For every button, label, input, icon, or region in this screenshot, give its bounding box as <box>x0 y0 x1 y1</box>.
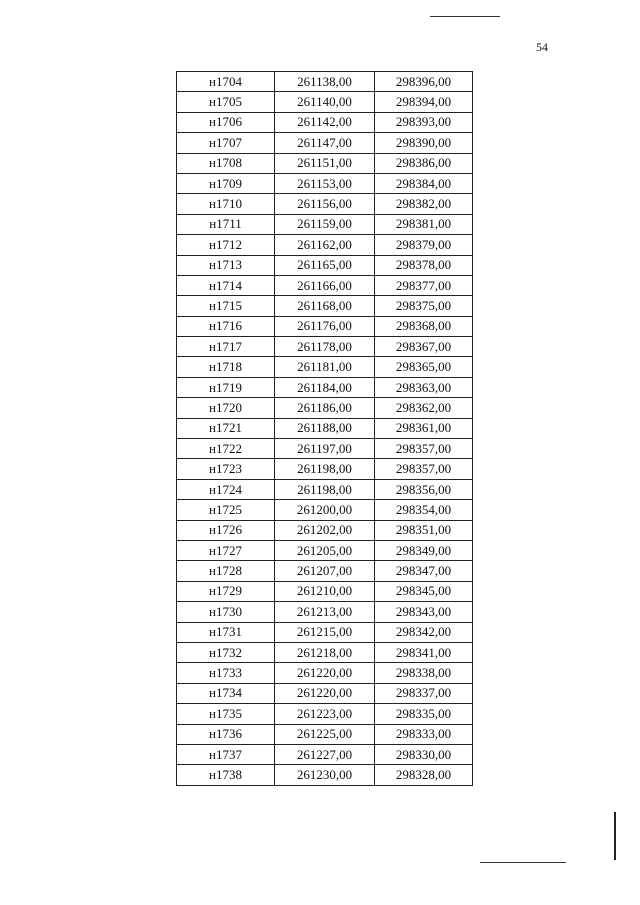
table-row <box>177 704 473 724</box>
y-coordinate-cell: 298347,00 <box>375 561 473 581</box>
table-row <box>177 194 473 214</box>
point-id-cell: н1717 <box>177 337 275 357</box>
x-coordinate-cell: 261188,00 <box>275 418 375 438</box>
y-coordinate-cell: 298384,00 <box>375 173 473 193</box>
y-coordinate-cell: 298354,00 <box>375 500 473 520</box>
x-coordinate-cell: 261218,00 <box>275 642 375 662</box>
x-coordinate-cell: 261202,00 <box>275 520 375 540</box>
point-id-cell: н1709 <box>177 173 275 193</box>
point-id-cell: н1706 <box>177 112 275 132</box>
y-coordinate-cell: 298365,00 <box>375 357 473 377</box>
x-coordinate-cell: 261159,00 <box>275 214 375 234</box>
x-coordinate-cell: 261225,00 <box>275 724 375 744</box>
point-id-cell: н1727 <box>177 540 275 560</box>
point-id-cell: н1738 <box>177 765 275 785</box>
y-coordinate-cell: 298345,00 <box>375 581 473 601</box>
point-id-cell: н1736 <box>177 724 275 744</box>
y-coordinate-cell: 298338,00 <box>375 663 473 683</box>
y-coordinate-cell: 298341,00 <box>375 642 473 662</box>
point-id-cell: н1707 <box>177 133 275 153</box>
y-coordinate-cell: 298379,00 <box>375 235 473 255</box>
point-id-cell: н1711 <box>177 214 275 234</box>
table-row <box>177 663 473 683</box>
y-coordinate-cell: 298393,00 <box>375 112 473 132</box>
point-id-cell: н1728 <box>177 561 275 581</box>
x-coordinate-cell: 261197,00 <box>275 439 375 459</box>
y-coordinate-cell: 298351,00 <box>375 520 473 540</box>
y-coordinate-cell: 298333,00 <box>375 724 473 744</box>
point-id-cell: н1730 <box>177 602 275 622</box>
y-coordinate-cell: 298362,00 <box>375 398 473 418</box>
y-coordinate-cell: 298330,00 <box>375 744 473 764</box>
y-coordinate-cell: 298377,00 <box>375 275 473 295</box>
x-coordinate-cell: 261207,00 <box>275 561 375 581</box>
point-id-cell: н1715 <box>177 296 275 316</box>
table-row <box>177 92 473 112</box>
table-row <box>177 173 473 193</box>
table-row <box>177 275 473 295</box>
table-row <box>177 520 473 540</box>
point-id-cell: н1704 <box>177 72 275 92</box>
coordinates-table <box>176 71 473 786</box>
y-coordinate-cell: 298394,00 <box>375 92 473 112</box>
table-row <box>177 479 473 499</box>
table-row <box>177 622 473 642</box>
y-coordinate-cell: 298367,00 <box>375 337 473 357</box>
y-coordinate-cell: 298390,00 <box>375 133 473 153</box>
point-id-cell: н1714 <box>177 275 275 295</box>
y-coordinate-cell: 298375,00 <box>375 296 473 316</box>
x-coordinate-cell: 261220,00 <box>275 683 375 703</box>
point-id-cell: н1708 <box>177 153 275 173</box>
x-coordinate-cell: 261205,00 <box>275 540 375 560</box>
point-id-cell: н1737 <box>177 744 275 764</box>
point-id-cell: н1734 <box>177 683 275 703</box>
x-coordinate-cell: 261166,00 <box>275 275 375 295</box>
point-id-cell: н1713 <box>177 255 275 275</box>
point-id-cell: н1720 <box>177 398 275 418</box>
point-id-cell: н1710 <box>177 194 275 214</box>
point-id-cell: н1733 <box>177 663 275 683</box>
x-coordinate-cell: 261147,00 <box>275 133 375 153</box>
table-row <box>177 561 473 581</box>
y-coordinate-cell: 298357,00 <box>375 459 473 479</box>
y-coordinate-cell: 298382,00 <box>375 194 473 214</box>
point-id-cell: н1718 <box>177 357 275 377</box>
y-coordinate-cell: 298335,00 <box>375 704 473 724</box>
point-id-cell: н1726 <box>177 520 275 540</box>
x-coordinate-cell: 261168,00 <box>275 296 375 316</box>
x-coordinate-cell: 261142,00 <box>275 112 375 132</box>
x-coordinate-cell: 261220,00 <box>275 663 375 683</box>
point-id-cell: н1723 <box>177 459 275 479</box>
table-row <box>177 316 473 336</box>
y-coordinate-cell: 298381,00 <box>375 214 473 234</box>
point-id-cell: н1729 <box>177 581 275 601</box>
table-row <box>177 459 473 479</box>
x-coordinate-cell: 261156,00 <box>275 194 375 214</box>
x-coordinate-cell: 261223,00 <box>275 704 375 724</box>
table-row <box>177 398 473 418</box>
x-coordinate-cell: 261186,00 <box>275 398 375 418</box>
table-row <box>177 602 473 622</box>
y-coordinate-cell: 298396,00 <box>375 72 473 92</box>
y-coordinate-cell: 298328,00 <box>375 765 473 785</box>
x-coordinate-cell: 261140,00 <box>275 92 375 112</box>
x-coordinate-cell: 261200,00 <box>275 500 375 520</box>
point-id-cell: н1716 <box>177 316 275 336</box>
point-id-cell: н1725 <box>177 500 275 520</box>
y-coordinate-cell: 298378,00 <box>375 255 473 275</box>
x-coordinate-cell: 261153,00 <box>275 173 375 193</box>
table-row <box>177 337 473 357</box>
table-row <box>177 72 473 92</box>
x-coordinate-cell: 261215,00 <box>275 622 375 642</box>
table-row <box>177 357 473 377</box>
point-id-cell: н1721 <box>177 418 275 438</box>
x-coordinate-cell: 261184,00 <box>275 377 375 397</box>
y-coordinate-cell: 298349,00 <box>375 540 473 560</box>
point-id-cell: н1722 <box>177 439 275 459</box>
y-coordinate-cell: 298363,00 <box>375 377 473 397</box>
table-row <box>177 581 473 601</box>
point-id-cell: н1705 <box>177 92 275 112</box>
y-coordinate-cell: 298343,00 <box>375 602 473 622</box>
y-coordinate-cell: 298342,00 <box>375 622 473 642</box>
x-coordinate-cell: 261210,00 <box>275 581 375 601</box>
scan-line-right <box>614 812 616 860</box>
table-row <box>177 642 473 662</box>
y-coordinate-cell: 298386,00 <box>375 153 473 173</box>
table-row <box>177 235 473 255</box>
x-coordinate-cell: 261198,00 <box>275 479 375 499</box>
table-row <box>177 500 473 520</box>
x-coordinate-cell: 261165,00 <box>275 255 375 275</box>
x-coordinate-cell: 261162,00 <box>275 235 375 255</box>
y-coordinate-cell: 298357,00 <box>375 439 473 459</box>
table-row <box>177 112 473 132</box>
table-row <box>177 765 473 785</box>
x-coordinate-cell: 261227,00 <box>275 744 375 764</box>
page-number: 54 <box>536 40 548 54</box>
scan-line-bottom <box>480 862 566 863</box>
table-row <box>177 255 473 275</box>
x-coordinate-cell: 261230,00 <box>275 765 375 785</box>
table-row <box>177 724 473 744</box>
x-coordinate-cell: 261178,00 <box>275 337 375 357</box>
point-id-cell: н1732 <box>177 642 275 662</box>
point-id-cell: н1731 <box>177 622 275 642</box>
point-id-cell: н1724 <box>177 479 275 499</box>
x-coordinate-cell: 261198,00 <box>275 459 375 479</box>
x-coordinate-cell: 261176,00 <box>275 316 375 336</box>
point-id-cell: н1735 <box>177 704 275 724</box>
table-row <box>177 418 473 438</box>
y-coordinate-cell: 298361,00 <box>375 418 473 438</box>
y-coordinate-cell: 298356,00 <box>375 479 473 499</box>
point-id-cell: н1719 <box>177 377 275 397</box>
x-coordinate-cell: 261138,00 <box>275 72 375 92</box>
point-id-cell: н1712 <box>177 235 275 255</box>
y-coordinate-cell: 298337,00 <box>375 683 473 703</box>
table-row <box>177 744 473 764</box>
y-coordinate-cell: 298368,00 <box>375 316 473 336</box>
table-row <box>177 296 473 316</box>
table-row <box>177 683 473 703</box>
scan-line-top <box>430 16 500 17</box>
coordinates-table-body <box>177 72 473 786</box>
table-row <box>177 377 473 397</box>
table-row <box>177 540 473 560</box>
table-row <box>177 439 473 459</box>
table-row <box>177 153 473 173</box>
x-coordinate-cell: 261151,00 <box>275 153 375 173</box>
table-row <box>177 133 473 153</box>
x-coordinate-cell: 261181,00 <box>275 357 375 377</box>
x-coordinate-cell: 261213,00 <box>275 602 375 622</box>
table-row <box>177 214 473 234</box>
